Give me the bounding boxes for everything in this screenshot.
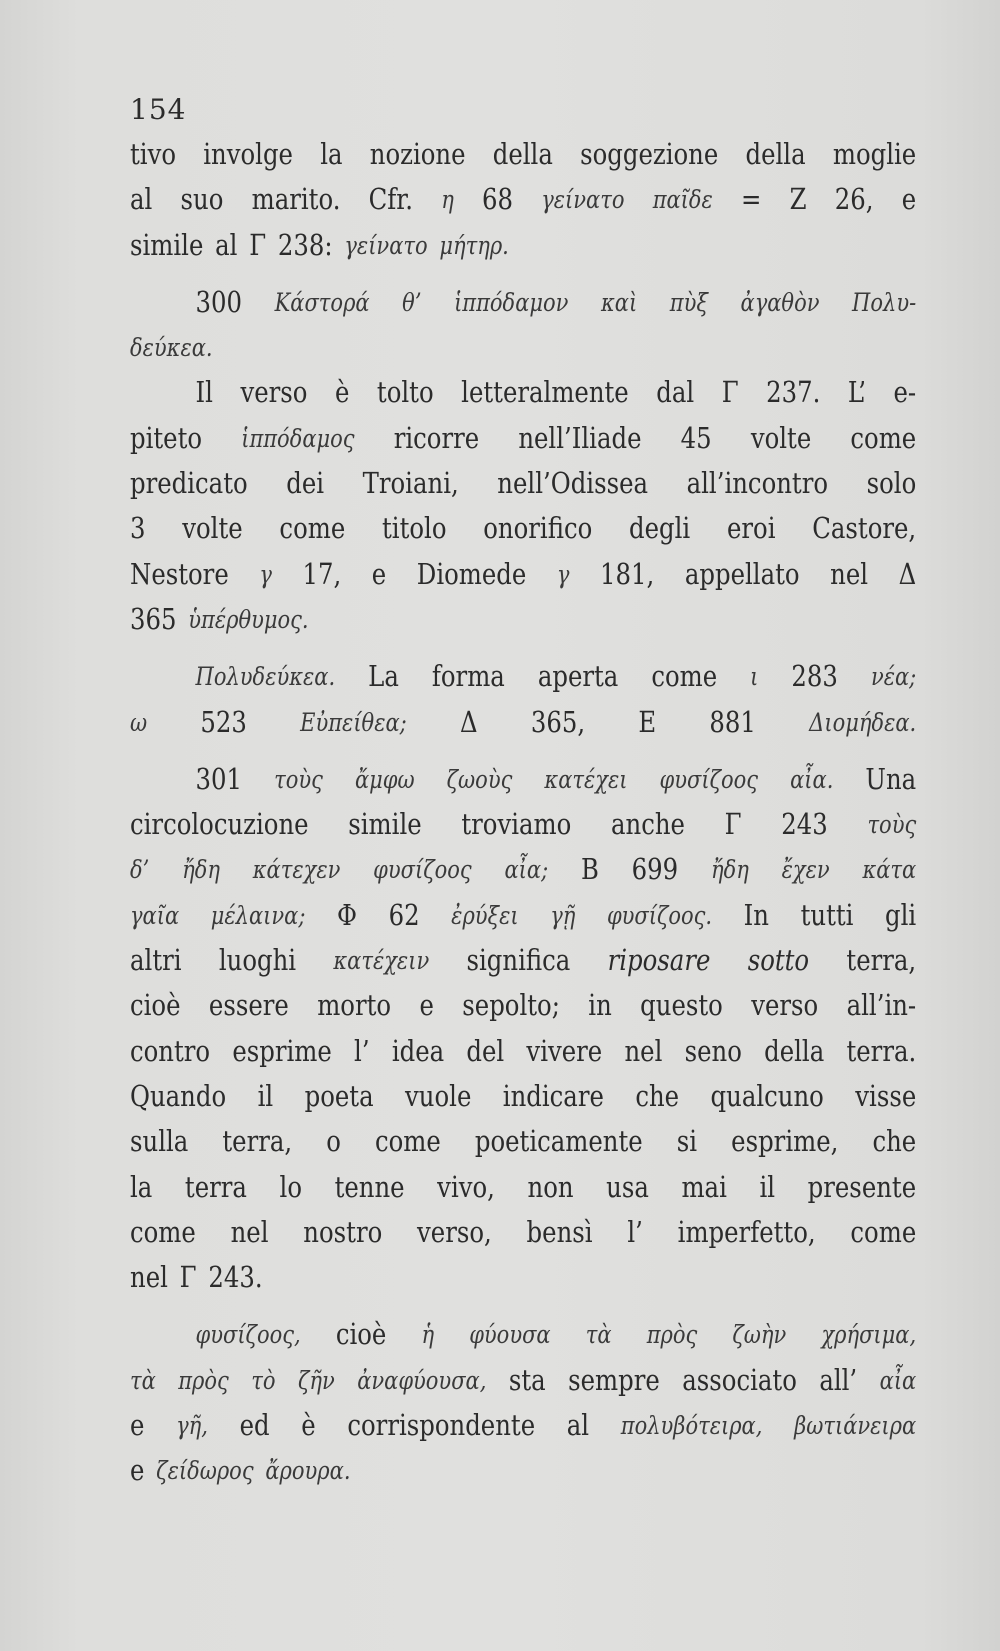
greek-word: ἔχεν	[781, 855, 830, 885]
text-line	[130, 552, 916, 597]
text-line	[130, 416, 916, 461]
word: poeta	[304, 1078, 374, 1113]
word: è	[334, 375, 350, 410]
word: ed	[239, 1408, 270, 1443]
greek-word: ἄμφω	[354, 764, 415, 794]
greek-word: μέλαινα;	[210, 900, 306, 930]
greek-word: φυσίζοος	[659, 764, 759, 794]
word: che	[635, 1078, 680, 1113]
word: La	[368, 659, 399, 694]
greek-word: ω	[130, 707, 148, 737]
greek-word: ζωοὺς	[446, 764, 513, 794]
word: B	[580, 852, 599, 887]
greek-word: φυσίζοος.	[606, 900, 713, 930]
word: verso,	[417, 1214, 492, 1249]
greek-word: αἶα	[879, 1365, 917, 1395]
word: tivo	[130, 137, 177, 171]
text-line	[130, 1029, 916, 1074]
text-line	[130, 177, 916, 222]
word: cioè	[130, 988, 181, 1023]
word: Γ	[721, 375, 739, 410]
word: idea	[391, 1033, 445, 1068]
word: anche	[610, 807, 685, 842]
greek-word: τὰ	[130, 1365, 156, 1395]
text-line	[130, 223, 916, 268]
text-line	[130, 700, 916, 745]
greek-word: γαῖα	[130, 900, 180, 930]
word: soggezione	[580, 137, 719, 171]
word: Γ	[724, 807, 742, 842]
word: 237.	[766, 375, 821, 410]
text-line	[130, 597, 916, 642]
word: vivere	[526, 1033, 603, 1068]
word: usa	[606, 1169, 649, 1204]
word: 243.	[208, 1260, 263, 1295]
greek-word: ἱππόδαμος	[241, 423, 355, 453]
greek-word: καὶ	[601, 287, 638, 317]
word: l’	[627, 1214, 643, 1249]
word: al	[566, 1408, 590, 1443]
word: 26,	[834, 182, 874, 217]
word: aperta	[537, 659, 619, 694]
word: come	[374, 1124, 441, 1159]
greek-word: γ	[259, 559, 272, 589]
word: riposare	[607, 943, 711, 978]
word: cioè	[335, 1317, 387, 1352]
word: nel	[230, 1214, 269, 1249]
word: Z	[789, 182, 807, 217]
word: sepolto;	[462, 988, 560, 1023]
text-line	[130, 1210, 916, 1255]
word: altri	[130, 943, 182, 978]
greek-word: γῇ	[550, 900, 576, 930]
word: 238:	[277, 227, 333, 262]
text-line	[130, 280, 916, 325]
word: 3	[130, 511, 146, 546]
text-line	[130, 983, 916, 1028]
word: terra,	[222, 1124, 293, 1159]
word: sulla	[130, 1124, 189, 1159]
word: e	[130, 1408, 145, 1443]
greek-word: ζωὴν	[732, 1320, 787, 1350]
word: questo	[640, 988, 723, 1023]
greek-word: ι	[750, 662, 759, 692]
greek-word: κάτα	[862, 855, 917, 885]
word: nel	[624, 1033, 663, 1068]
word: Quando	[130, 1078, 227, 1113]
text-line	[130, 802, 916, 847]
word: marito.	[251, 182, 341, 217]
word: 300	[195, 284, 243, 319]
word: 243	[781, 807, 828, 842]
word: circolocuzione	[130, 807, 309, 842]
greek-word: τοὺς	[867, 810, 917, 840]
word: In	[743, 897, 770, 932]
word: Diomede	[416, 556, 527, 591]
greek-word: αἶα;	[504, 855, 549, 885]
word: il	[257, 1078, 274, 1113]
greek-word: τὰ	[585, 1320, 612, 1350]
word: solo	[866, 466, 917, 501]
greek-word: η	[441, 185, 454, 215]
greek-word: τὸ	[251, 1365, 276, 1395]
word: Il	[195, 375, 213, 410]
greek-word: Πολυ-	[852, 287, 917, 317]
greek-word: παῖδε	[652, 185, 713, 215]
text-line	[130, 132, 916, 177]
word: dal	[656, 375, 695, 410]
word: contro	[130, 1033, 211, 1068]
greek-word: ἤδη	[182, 855, 220, 885]
paragraph-lines	[130, 132, 916, 1494]
greek-word: αἶα.	[790, 764, 834, 794]
text-line	[130, 1448, 916, 1493]
text-line	[130, 1119, 916, 1164]
word: mai	[681, 1169, 727, 1204]
word: Una	[865, 761, 917, 796]
word: volte	[182, 511, 243, 546]
greek-word: νέα;	[870, 662, 917, 692]
word: suo	[180, 182, 224, 217]
greek-word: ἤδη	[710, 855, 749, 885]
page-text	[130, 92, 916, 1494]
greek-word: πρὸς	[178, 1365, 229, 1395]
word: terra.	[846, 1033, 917, 1068]
word: come	[651, 659, 718, 694]
greek-word: δ’	[130, 855, 150, 885]
word: verso	[240, 375, 308, 410]
word: la	[130, 1169, 153, 1204]
word: e	[419, 988, 434, 1023]
word: Castore,	[812, 511, 917, 546]
word: e	[130, 1453, 145, 1488]
word: 301	[195, 761, 243, 796]
paragraph-gap	[130, 268, 916, 280]
word: terra,	[846, 943, 917, 978]
word: l’	[354, 1033, 370, 1068]
word: =	[741, 182, 762, 217]
greek-word: γ	[556, 559, 570, 589]
word: terra	[184, 1169, 247, 1204]
text-line	[130, 938, 916, 983]
word: 181,	[600, 556, 655, 591]
word: della	[764, 1033, 825, 1068]
word: dei	[286, 466, 325, 501]
word: L’	[847, 375, 866, 410]
word: sta	[508, 1362, 546, 1397]
word: come	[130, 1214, 196, 1249]
word: 365	[130, 601, 177, 636]
word: sotto	[747, 943, 810, 978]
text-line	[130, 847, 916, 892]
word: 523	[200, 704, 247, 739]
text-line	[130, 461, 916, 506]
word: poeticamente	[474, 1124, 643, 1159]
text-line	[130, 1255, 916, 1300]
text-line	[130, 1358, 916, 1403]
paragraph-gap	[130, 1300, 916, 1312]
greek-word: γείνατο	[344, 230, 428, 260]
word: Troiani,	[362, 466, 459, 501]
text-line	[130, 757, 916, 802]
word: ricorre	[393, 420, 480, 455]
greek-word: θ’	[402, 287, 422, 317]
word: all’	[819, 1362, 858, 1397]
word: associato	[682, 1362, 797, 1397]
word: appellato	[684, 556, 800, 591]
greek-word: ἀγαθὸν	[740, 287, 820, 317]
text-line	[130, 1074, 916, 1119]
word: come	[850, 1214, 917, 1249]
greek-word: ὑπέρθυμος.	[188, 604, 309, 634]
paragraph-gap	[130, 745, 916, 757]
word: onorifico	[483, 511, 593, 546]
word: qualcuno	[710, 1078, 824, 1113]
word: involge	[203, 137, 293, 171]
word: forma	[431, 659, 505, 694]
greek-word: βωτιάνειρα	[794, 1411, 917, 1441]
word: simile	[130, 227, 204, 262]
greek-word: ζῆν	[298, 1365, 335, 1395]
word: imperfetto,	[677, 1214, 816, 1249]
greek-word: ἄρουρα.	[265, 1456, 351, 1486]
word: 283	[791, 659, 838, 694]
greek-word: Κάστορά	[274, 287, 370, 317]
word: della	[745, 137, 806, 171]
word: seno	[684, 1033, 742, 1068]
greek-word: μήτηρ.	[439, 230, 509, 260]
word: simile	[348, 807, 422, 842]
word: all’incontro	[686, 466, 829, 501]
word: 699	[631, 852, 679, 887]
word: il	[759, 1169, 776, 1204]
word: lo	[279, 1169, 302, 1204]
word: 17,	[302, 556, 342, 591]
word: 881	[709, 704, 756, 739]
text-line	[130, 654, 916, 699]
word: nell’Iliade	[518, 420, 642, 455]
word: Δ	[459, 704, 478, 739]
text-line	[130, 1312, 916, 1357]
word: Γ	[249, 227, 267, 262]
word: all’in-	[846, 988, 917, 1023]
greek-word: κατέχει	[544, 764, 628, 794]
greek-word: πρὸς	[646, 1320, 698, 1350]
word: non	[527, 1169, 574, 1204]
word: letteralmente	[461, 375, 629, 410]
word: si	[676, 1124, 698, 1159]
text-line	[130, 370, 916, 415]
word: della	[492, 137, 553, 171]
greek-word: Εὐπείθεα;	[300, 707, 407, 737]
word: del	[466, 1033, 505, 1068]
greek-word: φυσίζοος	[373, 855, 472, 885]
greek-word: φύουσα	[469, 1320, 551, 1350]
word: e	[901, 182, 917, 217]
word: è	[301, 1408, 316, 1443]
word: Cfr.	[368, 182, 414, 217]
word: indicare	[502, 1078, 604, 1113]
word: troviamo	[461, 807, 572, 842]
word: nell’Odissea	[497, 466, 649, 501]
word: esprime	[232, 1033, 332, 1068]
word: visse	[855, 1078, 917, 1113]
greek-word: χρήσιμα,	[821, 1320, 917, 1350]
word: vuole	[405, 1078, 472, 1113]
greek-word: φυσίζοος,	[195, 1320, 301, 1350]
word: E	[638, 704, 657, 739]
word: moglie	[832, 137, 917, 171]
word: al	[215, 227, 238, 262]
word: nel	[130, 1260, 168, 1295]
greek-word: γῆ,	[176, 1411, 208, 1441]
text-line	[130, 1165, 916, 1210]
text-line	[130, 325, 916, 370]
word: Δ	[898, 556, 917, 591]
text-line	[130, 893, 916, 938]
word: tolto	[376, 375, 434, 410]
word: luoghi	[218, 943, 297, 978]
word: morto	[317, 988, 392, 1023]
greek-word: ἡ	[421, 1320, 435, 1350]
word: corrispondente	[347, 1408, 536, 1443]
word: Nestore	[130, 556, 229, 591]
word: 45	[680, 420, 712, 455]
word: e-	[893, 375, 917, 410]
word: gli	[885, 897, 917, 932]
page-number: 154	[130, 93, 187, 126]
greek-word: πολυβότειρα,	[620, 1411, 763, 1441]
word: 62	[388, 897, 420, 932]
greek-word: γείνατο	[541, 185, 625, 215]
greek-word: Διομήδεα.	[809, 707, 917, 737]
greek-word: πὺξ	[669, 287, 708, 317]
word: predicato	[130, 466, 248, 501]
word: esprime,	[731, 1124, 839, 1159]
paragraph-gap	[130, 642, 916, 654]
greek-word: κατέχειν	[333, 946, 430, 976]
word: significa	[466, 943, 571, 978]
word: e	[371, 556, 387, 591]
word: volte	[750, 420, 812, 455]
word: Γ	[179, 1260, 197, 1295]
word: tenne	[334, 1169, 405, 1204]
greek-word: ἐρύξει	[451, 900, 519, 930]
word: presente	[807, 1169, 917, 1204]
word: 68	[482, 182, 514, 217]
word: la	[320, 137, 343, 171]
word: verso	[751, 988, 819, 1023]
word: vivo,	[437, 1169, 495, 1204]
word: titolo	[382, 511, 447, 546]
word: nostro	[303, 1214, 383, 1249]
text-line	[130, 1403, 916, 1448]
greek-word: τοὺς	[274, 764, 323, 794]
greek-word: ἀναφύουσα,	[357, 1365, 487, 1395]
word: Φ	[337, 897, 357, 932]
word: sempre	[568, 1362, 660, 1397]
word: tutti	[800, 897, 854, 932]
word: bensì	[526, 1214, 593, 1249]
word: al	[130, 182, 153, 217]
greek-word: ἱππόδαμον	[454, 287, 569, 317]
greek-word: δεύκεα.	[130, 333, 213, 363]
word: 365,	[530, 704, 586, 739]
word: eroi	[726, 511, 776, 546]
greek-word: ζείδωρος	[156, 1456, 254, 1486]
word: o	[326, 1124, 341, 1159]
word: in	[588, 988, 612, 1023]
word: che	[872, 1124, 917, 1159]
greek-word: Πολυδεύκεα.	[195, 662, 336, 692]
word: nel	[830, 556, 869, 591]
greek-word: κάτεχεν	[252, 855, 341, 885]
word: degli	[629, 511, 691, 546]
word: come	[279, 511, 346, 546]
word: piteto	[130, 420, 203, 455]
text-line	[130, 506, 916, 551]
word: come	[850, 420, 917, 455]
word: nozione	[369, 137, 466, 171]
word: essere	[208, 988, 289, 1023]
